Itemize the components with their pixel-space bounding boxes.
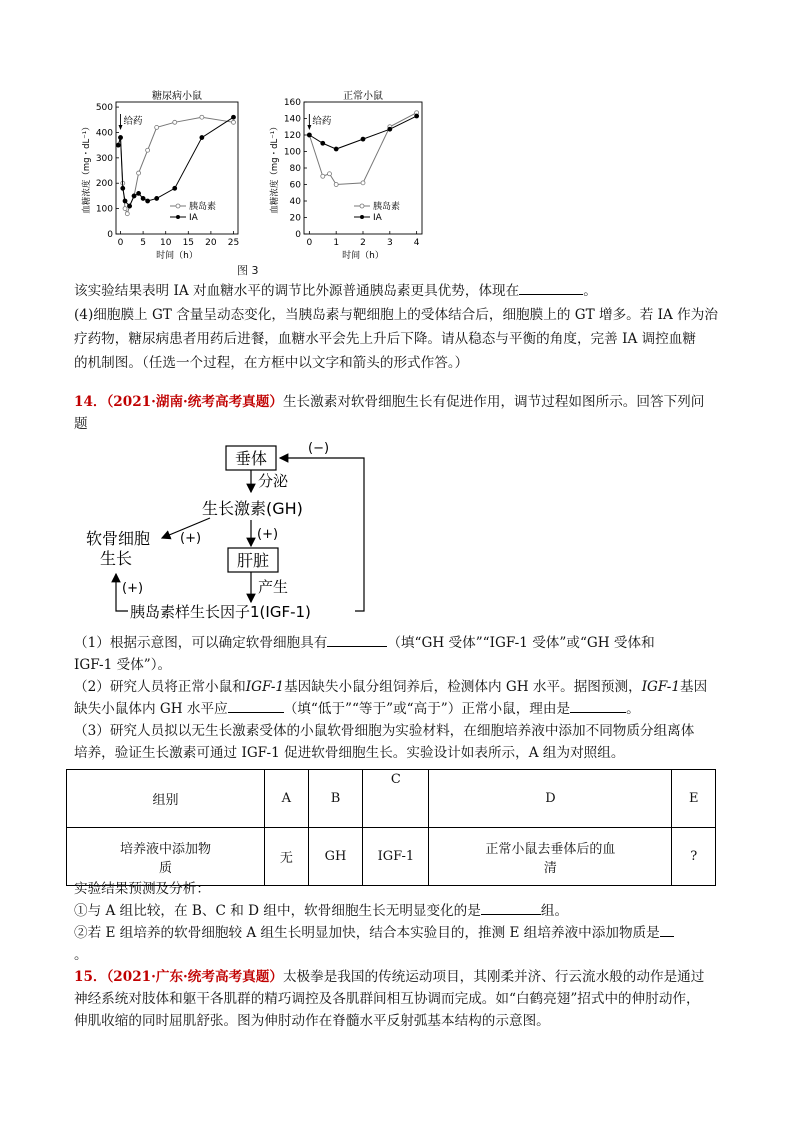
data-point: [155, 196, 159, 200]
y-tick-label: 20: [289, 213, 301, 224]
pituitary-label: 垂体: [234, 449, 268, 468]
data-point: [137, 171, 141, 175]
legend-label-insulin: 胰岛素: [189, 202, 217, 212]
data-point: [121, 186, 125, 190]
experiment-table: [66, 769, 716, 886]
table-cell: [429, 828, 672, 886]
legend-marker-insulin: [360, 204, 364, 208]
y-tick-label: 100: [283, 147, 301, 158]
table-header-cell: 组别: [67, 770, 265, 828]
row-label-2: 质: [159, 860, 173, 876]
answer-blank-q14-1[interactable]: [327, 632, 387, 647]
minus-feedback: (−): [308, 441, 330, 456]
figure-caption: 图 3: [237, 264, 259, 277]
y-tick-label: 40: [289, 197, 301, 207]
cartilage-label-2: 生长: [100, 549, 133, 568]
result-1-text: ①与 A 组比较，在 B、C 和 D 组中，软骨细胞生长无明显变化的是: [74, 903, 481, 919]
table-cell: ?: [672, 828, 716, 886]
q14-1-line-1: [74, 632, 655, 654]
y-tick-label: 100: [95, 204, 113, 215]
result-2: [74, 922, 674, 944]
dose-annotation: 给药: [123, 116, 143, 127]
cartilage-label-1: 软骨细胞: [86, 529, 151, 548]
legend-marker-insulin: [176, 204, 180, 208]
chart-title: 糖尿病小鼠: [152, 91, 202, 102]
table-cell: GH: [308, 828, 363, 886]
table-header-row: [67, 770, 716, 828]
data-point: [128, 204, 132, 208]
data-point: [132, 194, 136, 198]
dose-annotation: 给药: [312, 116, 332, 127]
legend-label-ia: IA: [189, 213, 198, 223]
data-point: [141, 196, 145, 200]
data-point: [334, 183, 338, 187]
cell-d-1: 正常小鼠去垂体后的血: [485, 841, 616, 857]
y-axis-label: 血糖浓度（mg・dL⁻¹）: [82, 122, 92, 214]
q14-3-line-2: 培养，验证生长激素可通过 IGF-1 促进软骨细胞生长。实验设计如表所示，A 组为对照组。: [74, 745, 625, 761]
data-point: [173, 186, 177, 190]
x-tick-label: 4: [413, 238, 420, 248]
q4-line-3: 的机制图。（任选一个过程，在方框中以文字和箭头的形式作答。）: [74, 355, 469, 371]
x-tick-label: 5: [140, 238, 146, 248]
q15-number: 15．（2021·广东·统考高考真题）: [74, 969, 283, 985]
y-tick-label: 0: [107, 230, 113, 240]
data-point: [361, 137, 365, 141]
data-point: [123, 199, 127, 203]
x-tick-label: 2: [360, 238, 366, 248]
data-point: [231, 120, 235, 124]
answer-blank-result-1[interactable]: [481, 900, 541, 915]
y-tick-label: 200: [95, 179, 113, 190]
q14-1-line-2: IGF-1 受体”）。: [74, 657, 172, 673]
answer-blank-ia[interactable]: [519, 280, 583, 295]
y-tick-label: 80: [289, 164, 301, 174]
q14-2-line-1: [74, 676, 707, 698]
data-point: [415, 114, 419, 118]
arrow-feedback: [280, 458, 364, 611]
data-point: [321, 174, 325, 178]
y-tick-label: 500: [95, 103, 113, 114]
q15-stem-line-1: [74, 966, 704, 988]
igf-label: 胰岛素样生长因子1(IGF-1): [130, 603, 311, 621]
produce-label: 产生: [258, 578, 289, 596]
legend-label-insulin: 胰岛素: [373, 202, 401, 212]
chart-normal-mice: [269, 89, 422, 261]
gh-regulation-diagram: [80, 434, 380, 624]
legend-label-ia: IA: [373, 213, 382, 223]
table-header-cell: D: [429, 770, 672, 828]
result-heading: 实验结果预测及分析：: [74, 881, 210, 897]
table-row: [67, 828, 716, 886]
data-point: [231, 115, 235, 119]
q15-stem-line-3: 伸肌收缩的同时屈肌舒张。图为伸肘动作在脊髓水平反射弧基本结构的示意图。: [74, 1013, 550, 1029]
data-point: [327, 172, 331, 176]
q14-1-text-b: （填“GH 受体”“IGF-1 受体”或“GH 受体和: [387, 635, 655, 651]
data-point: [334, 147, 338, 151]
q14-2-text-b1: 缺失小鼠体内 GH 水平应: [74, 701, 228, 717]
x-tick-label: 1: [333, 238, 340, 248]
data-point: [200, 136, 204, 140]
y-tick-label: 60: [289, 180, 301, 191]
table-cell: 无: [265, 828, 309, 886]
data-point: [388, 127, 392, 131]
data-point: [361, 181, 365, 185]
ia-result-text: 该实验结果表明 IA 对血糖水平的调节比外源普通胰岛素更具优势，体现在: [74, 283, 520, 299]
period: 。: [626, 701, 640, 717]
dose-arrow-head: [119, 125, 123, 130]
table-header-cell: A: [265, 770, 309, 828]
answer-blank-q14-2a[interactable]: [228, 698, 284, 713]
legend-marker-ia: [360, 215, 364, 219]
data-point: [119, 136, 123, 140]
x-tick-label: 25: [227, 238, 240, 248]
x-tick-label: 3: [386, 238, 393, 248]
q14-2-line-2: [74, 698, 640, 720]
data-point: [321, 141, 325, 145]
result-1-end: 组。: [540, 903, 569, 919]
result-1: [74, 900, 568, 922]
q14-stem-text: 生长激素对软骨细胞生长有促进作用，调节过程如图所示。回答下列问: [282, 394, 705, 410]
chart-title: 正常小鼠: [343, 91, 383, 102]
ia-result-line: [74, 280, 597, 302]
x-tick-label: 10: [159, 238, 172, 248]
q14-1-text-a: （1）根据示意图，可以确定软骨细胞具有: [74, 635, 328, 651]
y-tick-label: 120: [283, 131, 301, 141]
data-point: [123, 207, 127, 211]
gh-label: 生长激素(GH): [202, 499, 303, 518]
table-header-cell: B: [308, 770, 363, 828]
plus-igf-cartilage: (+): [122, 581, 144, 596]
period: 。: [583, 283, 597, 299]
legend-marker-ia: [176, 215, 180, 219]
cell-d-2: 清: [543, 860, 557, 876]
y-tick-label: 160: [283, 98, 301, 108]
series-line-ia: [118, 117, 233, 206]
y-tick-label: 0: [295, 230, 301, 240]
figure-3: [60, 88, 440, 278]
x-axis-label: 时间（h）: [342, 251, 384, 261]
table-row-label: [67, 828, 265, 886]
data-point: [200, 115, 204, 119]
q14-stem-line-1: [74, 391, 704, 413]
data-point: [146, 199, 150, 203]
data-point: [146, 148, 150, 152]
q4-line-2: 疗药物，糖尿病患者用药后进餐，血糖水平会先上升后下降。请从稳态与平衡的角度，完善 IA 调控血糖: [74, 331, 696, 347]
q14-stem-line-2: 题: [74, 416, 88, 432]
y-tick-label: 140: [283, 114, 301, 125]
data-point: [155, 125, 159, 129]
plus-gh-cartilage: (+): [180, 531, 202, 546]
q14-2-text-b2: （填“低于”“等于”或“高于”）正常小鼠，理由是: [283, 701, 571, 717]
data-point: [116, 143, 120, 147]
dose-arrow-head: [307, 125, 311, 130]
q14-2-text-a3: 基因: [679, 679, 708, 695]
q15-stem-text: 太极拳是我国的传统运动项目，其刚柔并济、行云流水般的动作是通过: [282, 969, 705, 985]
data-point: [137, 191, 141, 195]
data-point: [125, 212, 129, 216]
data-point: [307, 133, 311, 137]
x-tick-label: 15: [182, 238, 195, 248]
series-line-insulin: [118, 117, 233, 213]
x-tick-label: 0: [117, 238, 124, 248]
x-axis-label: 时间（h）: [156, 251, 198, 261]
q14-2-text-a2: 基因缺失小鼠分组饲养后，检测体内 GH 水平。据图预测，: [284, 679, 642, 695]
chart-diabetic-mice: [81, 89, 239, 261]
table-header-cell: E: [672, 770, 716, 828]
y-axis-label: 血糖浓度（mg・dL⁻¹）: [270, 122, 280, 214]
x-tick-label: 20: [205, 238, 217, 248]
x-tick-label: 0: [306, 238, 313, 248]
answer-blank-result-2[interactable]: [660, 922, 674, 937]
gene-name-2: IGF-1: [641, 679, 680, 695]
liver-label: 肝脏: [236, 551, 270, 570]
q4-line-1: (4)细胞膜上 GT 含量呈动态变化，当胰岛素与靶细胞上的受体结合后，细胞膜上的 GT 增多。若 IA 作为治: [74, 307, 718, 323]
q14-2-text-a1: （2）研究人员将正常小鼠和: [74, 679, 246, 695]
result-2-end: 。: [74, 947, 88, 963]
data-point: [173, 120, 177, 124]
table-header-cell: C: [363, 770, 429, 828]
plus-gh-liver: (+): [257, 527, 279, 542]
gene-name: IGF-1: [245, 679, 285, 695]
row-label-1: 培养液中添加物: [120, 841, 212, 857]
q15-stem-line-2: 神经系统对肢体和躯干各肌群的精巧调控及各肌群间相互协调而完成。如“白鹤亮翅”招式中的伸肘动作，: [74, 991, 700, 1007]
result-2-text: ②若 E 组培养的软骨细胞较 A 组生长明显加快，结合本实验目的，推测 E 组培养液中添加物质是: [74, 925, 660, 941]
q14-number: 14．（2021·湖南·统考高考真题）: [74, 394, 283, 410]
answer-blank-q14-2b[interactable]: [570, 698, 626, 713]
secrete-label: 分泌: [258, 472, 289, 490]
q14-3-line-1: （3）研究人员拟以无生长激素受体的小鼠软骨细胞为实验材料，在细胞培养液中添加不同物质分组离体: [74, 723, 695, 739]
y-tick-label: 300: [95, 153, 113, 164]
table-cell: IGF-1: [363, 828, 429, 886]
y-tick-label: 400: [95, 128, 113, 139]
